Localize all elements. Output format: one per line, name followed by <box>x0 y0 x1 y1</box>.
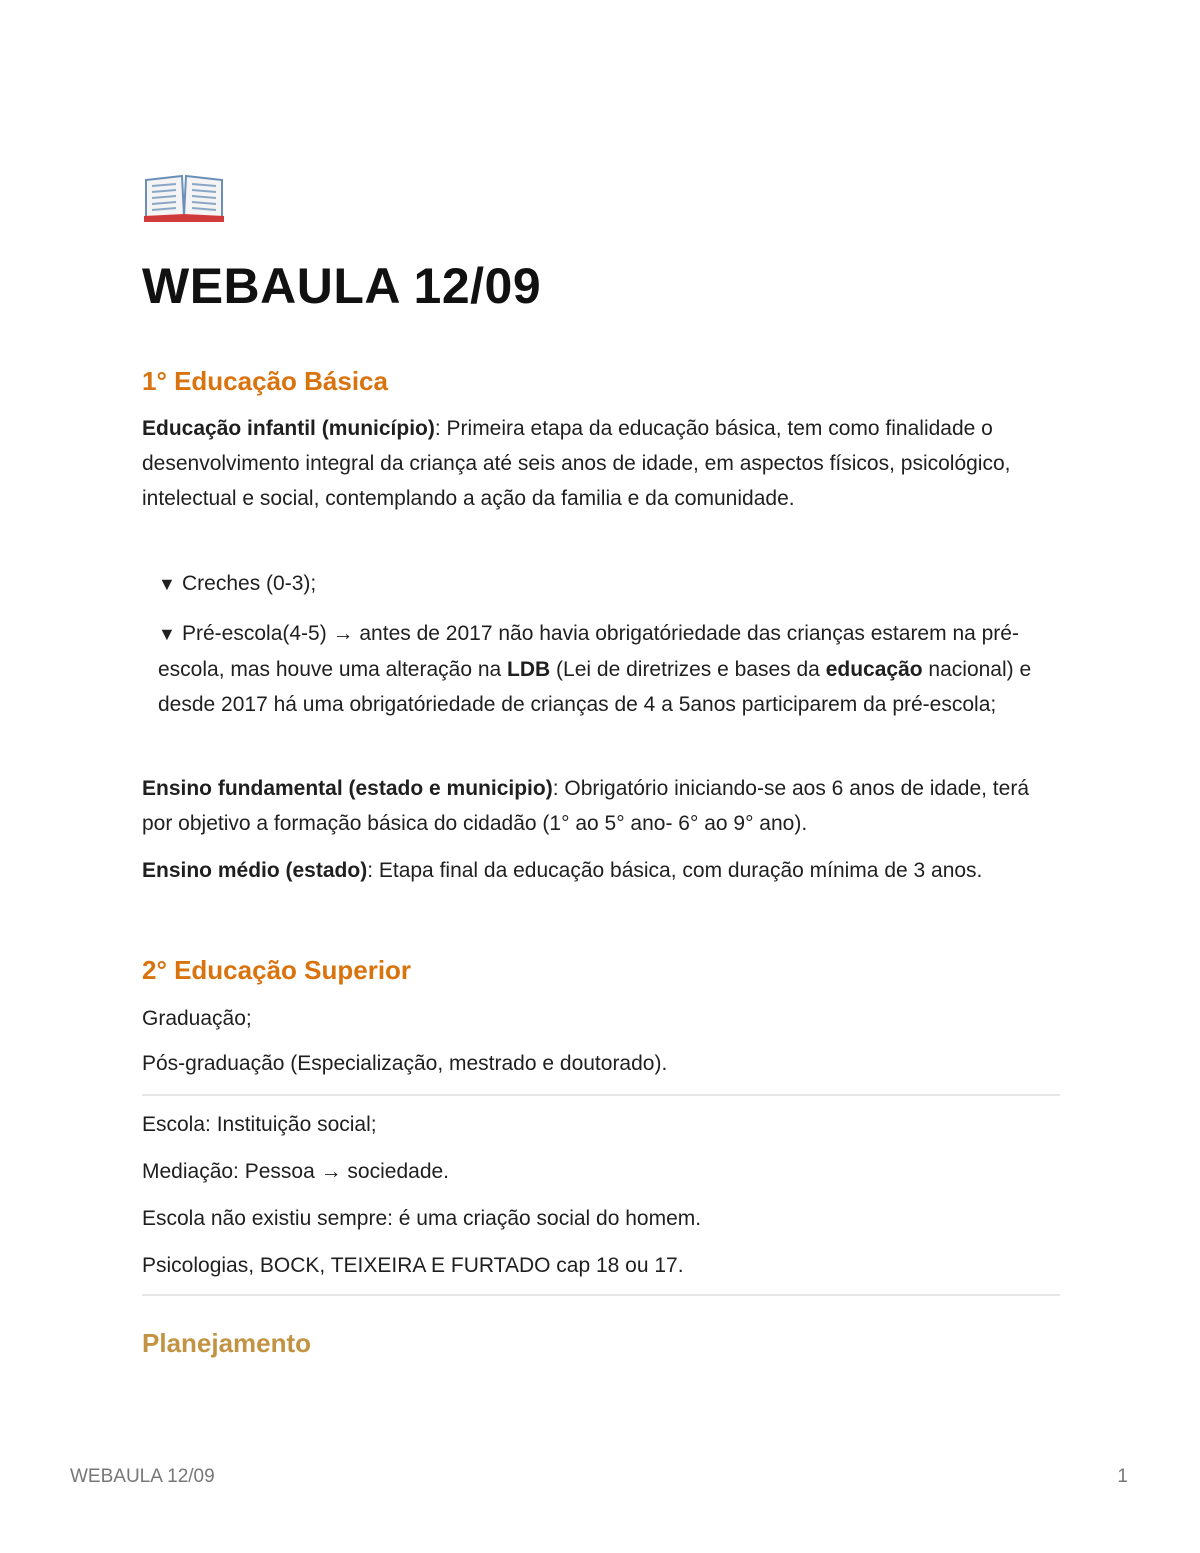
paragraph-ensino-medio <box>142 853 1060 888</box>
text-ensino-medio: : Etapa final da educação básica, com duração mínima de 3 anos. <box>367 859 983 882</box>
toggle-pre-escola[interactable] <box>158 616 1058 722</box>
ldb-bold: LDB <box>507 658 551 681</box>
section-heading-planejamento: Planejamento <box>142 1328 312 1358</box>
toggle-text-obrigatoriedade: nacional) e desde 2017 há uma obrigatóriedade de crianças de 4 a 5anos participarem da pré-escola; <box>158 658 1032 716</box>
text-ensino-fundamental: : Obrigatório iniciando-se aos 6 anos de idade, terá por objetivo a formação básica do cidadão (1° ao 5° ano- 6° ao 9° ano). <box>142 777 1029 835</box>
note-escola: Escola: Instituição social; <box>142 1113 377 1136</box>
label-ensino-medio: Ensino médio (estado) <box>142 859 368 882</box>
toggle-text-lei: (Lei de diretrizes e bases da <box>550 658 826 681</box>
note-mediacao: Mediação: Pessoa → sociedade. <box>142 1160 450 1183</box>
line-graduacao: Graduação; <box>142 1007 252 1030</box>
note-escola-nao-existiu: Escola não existiu sempre: é uma criação social do homem. <box>142 1207 702 1230</box>
section-heading-educacao-basica: 1° Educação Básica <box>142 366 388 396</box>
paragraph-educacao-infantil <box>142 411 1060 516</box>
toggle-label-creches: Creches (0-3); <box>182 572 317 595</box>
divider <box>142 1294 1060 1296</box>
toggle-triangle-icon[interactable]: ▼ <box>158 574 176 594</box>
label-educacao-infantil: Educação infantil (município) <box>142 417 435 440</box>
educacao-bold: educação <box>825 658 923 681</box>
open-book-icon <box>142 170 226 222</box>
line-pos-graduacao: Pós-graduação (Especialização, mestrado e doutorado). <box>142 1052 668 1075</box>
page-title: WEBAULA 12/09 <box>142 258 542 314</box>
footer-page-number: 1 <box>1117 1466 1128 1487</box>
note-psicologias: Psicologias, BOCK, TEIXEIRA E FURTADO cap 18 ou 17. <box>142 1254 684 1277</box>
section-heading-educacao-superior: 2° Educação Superior <box>142 955 412 985</box>
divider <box>142 1094 1060 1096</box>
toggle-creches[interactable] <box>158 566 1058 602</box>
text-educacao-infantil: : Primeira etapa da educação básica, tem como finalidade o desenvolvimento integral da criança até seis anos de idade, em aspectos físicos, psicológico, intelectual e social, contemplando a ação da familia e da comunidade. <box>142 417 1011 510</box>
label-ensino-fundamental: Ensino fundamental (estado e municipio) <box>142 777 553 800</box>
toggle-text-pre-escola: Pré-escola(4-5) → antes de 2017 não havia obrigatóriedade das crianças estarem na pré-escola, mas houve uma alteração na <box>158 622 1019 681</box>
paragraph-ensino-fundamental <box>142 771 1060 841</box>
footer-title: WEBAULA 12/09 <box>70 1466 215 1487</box>
toggle-triangle-icon[interactable]: ▼ <box>158 624 176 644</box>
